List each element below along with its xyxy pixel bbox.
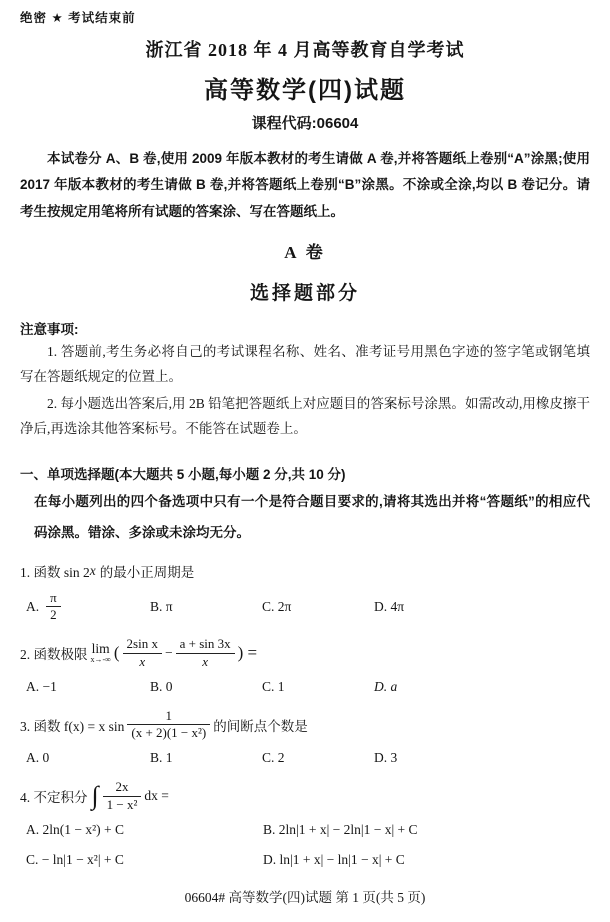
section-a-heading: A 卷 [284, 242, 326, 262]
question-1-options [20, 590, 590, 624]
paper-title: 高等数学(四)试题 [204, 77, 406, 104]
choice-section-heading: 选择题部分 [249, 282, 360, 304]
notice-item-2: 2. 每小题选出答案后,用 2B 铅笔把答题纸上对应题目的答案标号涂黑。如需改动,用橡皮擦干净后,再选涂其他答案标号。不能答在试题卷上。 [20, 395, 590, 436]
q2-lim-word: lim [91, 640, 110, 656]
q2-fraction-1-numerator: 2sin x [123, 636, 162, 653]
q1-stem-post: 的最小正周期是 [99, 564, 195, 580]
question-2-stem [20, 636, 590, 670]
q2-left-paren: ( [113, 643, 120, 663]
q4-option-a: A. 2ln(1 − x²) + C [26, 821, 125, 837]
question-4-options-row-1 [20, 822, 590, 838]
question-3-options [20, 750, 590, 766]
q4-stem-pre: 4. 不定积分 [20, 790, 88, 806]
part1-description: 在每小题列出的四个备选项中只有一个是符合题目要求的,请将其选出并将“答题纸”的相应代码涂黑。错涂、多涂或未涂均无分。 [34, 493, 590, 540]
q2-option-b: B. 0 [150, 678, 173, 694]
q1-option-d: D. 4π [374, 598, 405, 614]
q2-limit-operator [91, 642, 111, 665]
page-footer: 06604# 高等数学(四)试题 第 1 页(共 5 页) [184, 890, 426, 905]
q1-option-c: C. 2π [262, 598, 292, 614]
q2-lim-subscript: x→-∞ [90, 655, 111, 665]
q1-option-a-label: A. [26, 598, 40, 614]
q3-stem-post: 的间断点个数是 [213, 718, 308, 734]
q3-fraction [127, 708, 210, 742]
q2-fraction-2 [176, 636, 235, 670]
q3-option-a: A. 0 [26, 750, 50, 766]
q2-option-d: D. a [374, 678, 398, 694]
q1-option-a-denominator: 2 [50, 607, 57, 623]
q4-option-b: B. 2ln|1 + x| − 2ln|1 − x| + C [263, 821, 418, 837]
q2-minus-sign: − [164, 645, 173, 661]
q2-fraction-2-numerator: a + sin 3x [176, 636, 235, 653]
q3-option-c: C. 2 [262, 750, 285, 766]
q2-fraction-1 [123, 636, 162, 670]
q4-fraction [103, 779, 142, 813]
question-1-stem [20, 561, 590, 581]
part1-title: 一、单项选择题(本大题共 5 小题,每小题 2 分,共 10 分) [20, 466, 346, 482]
q4-fraction-denominator: 1 − x² [106, 796, 138, 812]
q3-stem-pre: 3. 函数 f(x) = x sin [20, 718, 125, 734]
q1-option-b: B. π [150, 598, 173, 614]
q1-stem-pre: 1. 函数 sin 2 [20, 564, 90, 580]
q3-fraction-numerator: 1 [127, 708, 210, 725]
q4-option-c: C. − ln|1 − x²| + C [26, 851, 124, 867]
q2-right-paren: ) = [237, 643, 258, 663]
q3-option-b: B. 1 [150, 750, 173, 766]
question-4-options-row-2 [20, 852, 590, 868]
q4-fraction-numerator: 2x [103, 779, 142, 796]
question-2-options [20, 679, 590, 695]
notice-item-1: 1. 答题前,考生务必将自己的考试课程名称、姓名、准考证号用黑色字迹的签字笔或钢笔填写在答题纸规定的位置上。 [20, 343, 590, 384]
question-4-stem [20, 779, 590, 813]
q1-option-a-fraction [46, 590, 61, 624]
q2-option-a: A. −1 [26, 678, 57, 694]
notice-title: 注意事项: [20, 321, 79, 337]
intro-paragraph: 本试卷分 A、B 卷,使用 2009 年版本教材的考生请做 A 卷,并将答题纸上卷别“A”涂黑;使用 2017 年版本教材的考生请做 B 卷,并将答题纸上卷别“B”涂黑。不涂或全涂,均以 B 卷记分。请考生按规定用笔将所有试题的答案涂、写在答题纸上。 [20, 151, 590, 219]
course-code: 课程代码:06604 [251, 115, 359, 132]
q2-stem-pre: 2. 函数极限 [20, 647, 88, 663]
q1-option-a [26, 590, 150, 624]
question-3-stem [20, 708, 590, 742]
exam-title: 浙江省 2018 年 4 月高等教育自学考试 [145, 40, 465, 60]
secrecy-label: 绝密 ★ 考试结束前 [20, 11, 136, 25]
q4-option-d: D. ln|1 + x| − ln|1 − x| + C [263, 851, 405, 867]
q2-option-c: C. 1 [262, 678, 285, 694]
q2-fraction-1-denominator: x [139, 653, 146, 669]
q1-stem-variable: x [89, 562, 96, 578]
q3-fraction-denominator: (x + 2)(1 − x²) [131, 725, 207, 741]
q2-fraction-2-denominator: x [202, 653, 208, 669]
q4-integral-sign: ∫ [91, 781, 99, 811]
q1-option-a-numerator: π [46, 590, 61, 607]
q4-stem-post: dx = [144, 788, 169, 804]
q3-option-d: D. 3 [374, 750, 398, 766]
